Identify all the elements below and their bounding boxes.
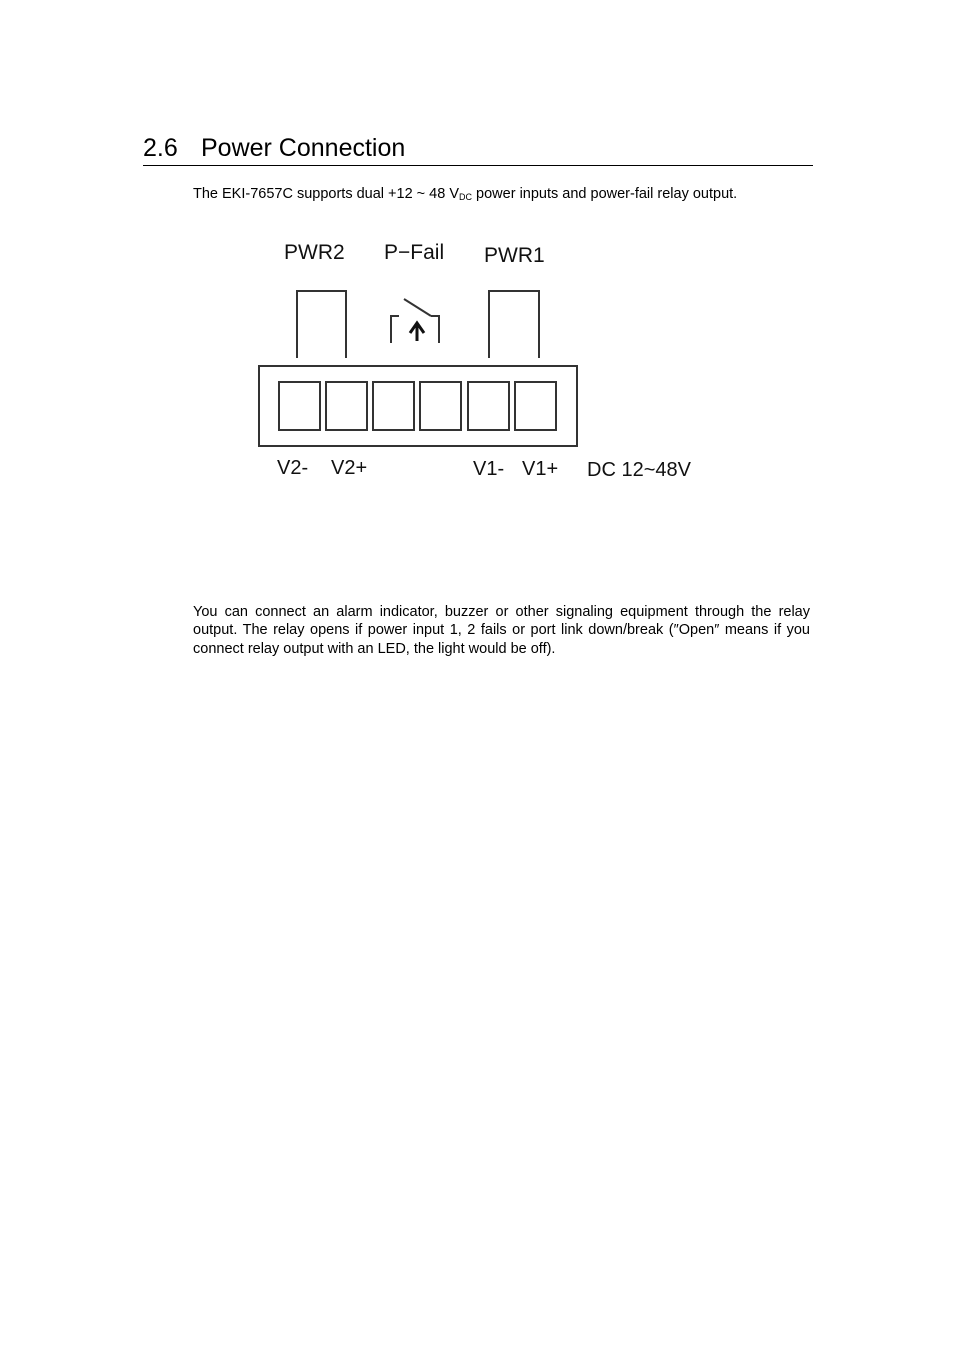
section-number: 2.6 — [143, 134, 178, 162]
voltage-range-label: DC 12~48V — [587, 459, 691, 481]
terminal-slot — [279, 382, 320, 430]
v1-plus-label: V1+ — [522, 458, 559, 480]
power-connector-svg — [240, 225, 720, 495]
terminal-slot — [468, 382, 509, 430]
v2-plus-label: V2+ — [331, 457, 368, 479]
power-connector-diagram — [240, 225, 720, 500]
terminal-slot — [326, 382, 367, 430]
terminal-block — [259, 366, 577, 446]
intro-subscript: DC — [459, 192, 473, 202]
v2-minus-label: V2- — [277, 457, 309, 479]
pwr1-label: PWR1 — [484, 244, 545, 267]
pwr2-bracket — [297, 291, 346, 358]
section-title: Power Connection — [201, 134, 406, 162]
relay-description: You can connect an alarm indicator, buzzer or other signaling equipment through the relay output. The relay opens if power input 1, 2 fails or port link down/break (″Open″ means if you connect relay output with an LED, the light would be off). — [193, 603, 810, 657]
terminal-slot — [373, 382, 414, 430]
terminal-slot — [420, 382, 461, 430]
relay-switch-icon — [391, 299, 439, 343]
pwr1-bracket — [489, 291, 539, 358]
intro-after: power inputs and power-fail relay output. — [472, 186, 738, 202]
intro-text — [193, 184, 823, 207]
v1-minus-label: V1- — [473, 458, 505, 480]
terminal-slot — [515, 382, 556, 430]
section-heading — [143, 131, 813, 166]
pwr2-label: PWR2 — [284, 241, 345, 264]
intro-before: The EKI-7657C supports dual +12 ~ 48 V — [193, 186, 460, 202]
pfail-label: P−Fail — [384, 241, 445, 264]
